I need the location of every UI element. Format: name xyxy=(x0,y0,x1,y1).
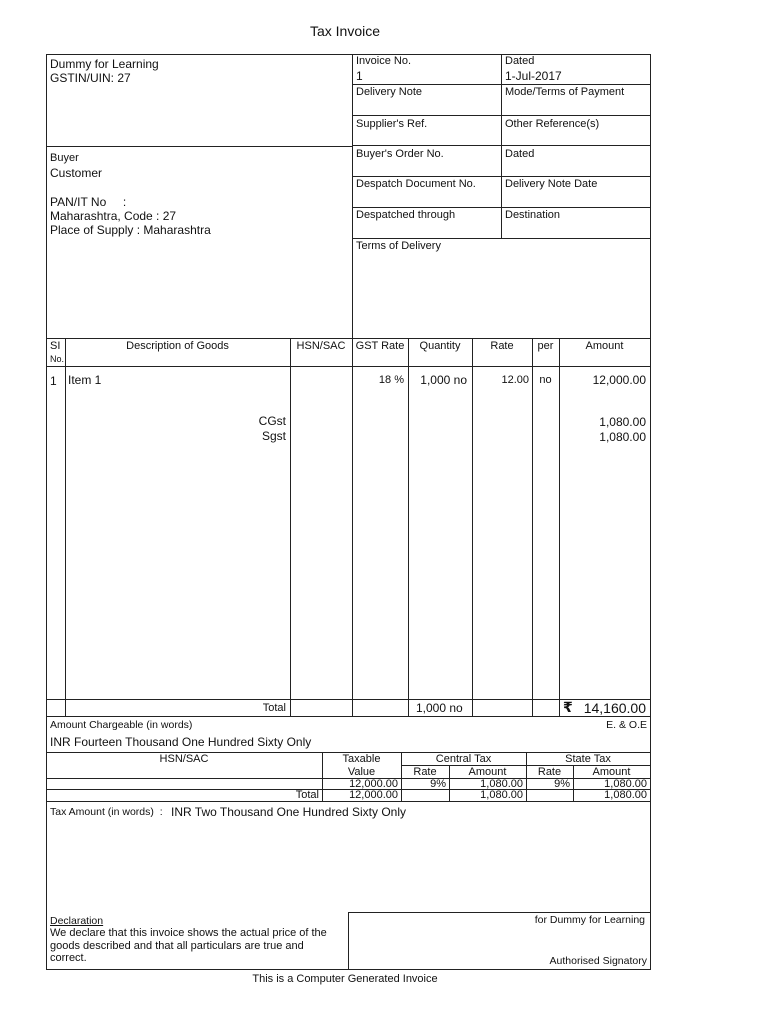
tax-col-c-amount: Amount xyxy=(468,766,507,778)
dated-value: 1-Jul-2017 xyxy=(505,69,562,83)
cgst-amount: 1,080.00 xyxy=(599,415,646,429)
signatory-label: Authorised Signatory xyxy=(549,955,647,967)
col-si-no: No. xyxy=(50,354,65,364)
amount-words-label: Amount Chargeable (in words) xyxy=(50,719,193,731)
dated2-label: Dated xyxy=(505,148,535,160)
col-gst-rate: GST Rate xyxy=(355,340,405,352)
item-description: Item 1 xyxy=(68,373,102,387)
tax-col-state: State Tax xyxy=(565,753,611,765)
buyer-pan: PAN/IT No : xyxy=(50,195,127,209)
col-per: per xyxy=(537,340,554,352)
dated-label: Dated xyxy=(505,55,535,67)
mode-terms-label: Mode/Terms of Payment xyxy=(505,86,625,98)
eoe-label: E. & O.E xyxy=(606,719,647,731)
invoice-no-label: Invoice No. xyxy=(356,55,412,67)
tax-row-c-amount: 1,080.00 xyxy=(480,778,523,790)
signatory-for: for Dummy for Learning xyxy=(534,914,645,926)
tax-words-value: INR Two Thousand One Hundred Sixty Only xyxy=(171,805,407,819)
buyer-name: Customer xyxy=(50,166,103,180)
item-si: 1 xyxy=(50,374,57,388)
col-hsn: HSN/SAC xyxy=(296,340,346,352)
despatch-doc-label: Despatch Document No. xyxy=(356,178,476,190)
tax-col-taxable: Taxable xyxy=(342,753,381,765)
col-si: SI xyxy=(50,340,61,352)
seller-gstin: GSTIN/UIN: 27 xyxy=(50,71,131,85)
col-rate: Rate xyxy=(490,340,514,352)
despatched-through-label: Despatched through xyxy=(356,209,456,221)
item-rate: 12.00 xyxy=(501,374,529,386)
declaration-line-2: goods described and that all particulars are true and xyxy=(50,940,304,952)
amount-words-value: INR Fourteen Thousand One Hundred Sixty Only xyxy=(50,735,312,749)
declaration-line-3: correct. xyxy=(50,952,87,964)
place-of-supply: Place of Supply : Maharashtra xyxy=(50,223,211,237)
buyer-label: Buyer xyxy=(50,152,79,164)
tax-col-s-amount: Amount xyxy=(592,766,631,778)
invoice-no-value: 1 xyxy=(356,69,363,83)
item-amount: 12,000.00 xyxy=(592,373,646,387)
tax-total-s-amount: 1,080.00 xyxy=(604,789,647,801)
tax-col-hsn: HSN/SAC xyxy=(159,753,209,765)
footer-note: This is a Computer Generated Invoice xyxy=(252,973,438,985)
tax-words-label: Tax Amount (in words) : xyxy=(50,806,163,818)
sgst-label: Sgst xyxy=(261,429,286,443)
buyer-order-label: Buyer's Order No. xyxy=(356,148,444,160)
terms-delivery-label: Terms of Delivery xyxy=(356,240,441,252)
tax-row-c-rate: 9% xyxy=(430,778,446,790)
col-description: Description of Goods xyxy=(126,340,229,352)
delivery-note-label: Delivery Note xyxy=(356,86,423,98)
other-ref-label: Other Reference(s) xyxy=(505,118,600,130)
tax-row-s-rate: 9% xyxy=(554,778,570,790)
tax-row-taxable: 12,000.00 xyxy=(349,778,398,790)
destination-label: Destination xyxy=(505,209,561,221)
page-title: Tax Invoice xyxy=(309,23,381,39)
total-amount: 14,160.00 xyxy=(583,700,646,716)
declaration-line-1: We declare that this invoice shows the actual price of the xyxy=(50,927,327,939)
total-label: Total xyxy=(262,702,286,714)
tax-total-label: Total xyxy=(295,789,319,801)
tax-col-s-rate: Rate xyxy=(537,766,562,778)
tax-row-s-amount: 1,080.00 xyxy=(604,778,647,790)
tax-col-value: Value xyxy=(347,766,376,778)
tax-col-c-rate: Rate xyxy=(413,766,437,778)
supplier-ref-label: Supplier's Ref. xyxy=(356,118,428,130)
tax-col-central: Central Tax xyxy=(435,753,492,765)
total-quantity: 1,000 no xyxy=(416,701,463,715)
sgst-amount: 1,080.00 xyxy=(599,430,646,444)
tax-total-c-amount: 1,080.00 xyxy=(480,789,523,801)
cgst-label: CGst xyxy=(258,414,286,428)
item-gst-rate: 18 % xyxy=(378,374,404,386)
rupee-icon: ₹ xyxy=(563,699,573,715)
seller-name: Dummy for Learning xyxy=(50,57,159,71)
item-per: no xyxy=(539,374,552,386)
item-quantity: 1,000 no xyxy=(420,373,467,387)
declaration-title: Declaration xyxy=(50,915,104,927)
tax-total-taxable: 12,000.00 xyxy=(349,789,398,801)
col-quantity: Quantity xyxy=(419,340,461,352)
col-amount: Amount xyxy=(585,340,624,352)
buyer-state: Maharashtra, Code : 27 xyxy=(50,209,177,223)
delivery-note-date-label: Delivery Note Date xyxy=(505,178,598,190)
